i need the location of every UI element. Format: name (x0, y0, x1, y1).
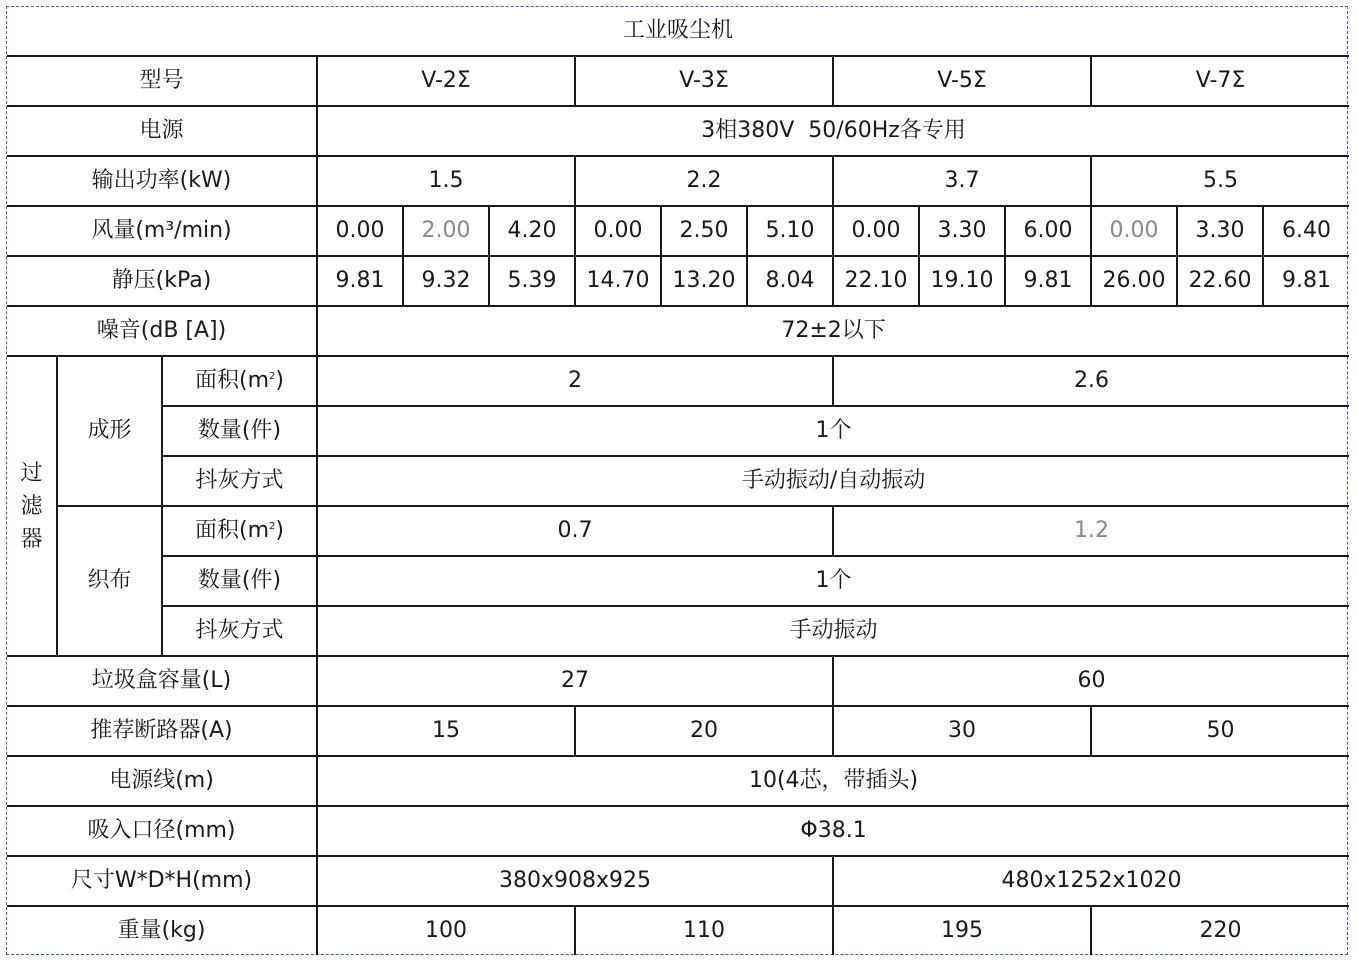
noise-value: 72±2以下 (317, 306, 1349, 356)
formed-area-value: 2.6 (833, 356, 1349, 406)
formed-shake-value: 手动振动/自动振动 (317, 456, 1349, 506)
airflow-value: 6.00 (1005, 206, 1091, 256)
static-pressure-value: 8.04 (747, 256, 833, 306)
cord-row (7, 756, 1349, 806)
breaker-value: 15 (317, 706, 575, 756)
weight-value: 110 (575, 906, 833, 955)
weight-row (7, 906, 1349, 955)
formed-area-value: 2 (317, 356, 833, 406)
formed-count-value: 1个 (317, 406, 1349, 456)
dimensions-value: 480x1252x1020 (833, 856, 1349, 906)
woven-count-row (7, 556, 1349, 606)
woven-area-row (7, 506, 1349, 556)
filter-label-char: 过 (20, 460, 43, 486)
airflow-value: 2.50 (661, 206, 747, 256)
dimensions-value: 380x908x925 (317, 856, 833, 906)
model-value: V-5Σ (833, 56, 1091, 106)
power-supply-value: 3相380V 50/60Hz各专用 (317, 106, 1349, 156)
weight-value: 195 (833, 906, 1091, 955)
output-power-value: 3.7 (833, 156, 1091, 206)
model-value: V-3Σ (575, 56, 833, 106)
model-row (7, 56, 1349, 106)
dimensions-row (7, 856, 1349, 906)
woven-shake-row (7, 606, 1349, 656)
static-pressure-value: 9.81 (1005, 256, 1091, 306)
inlet-value: Φ38.1 (317, 806, 1349, 856)
airflow-value: 0.00 (575, 206, 661, 256)
title-row (7, 7, 1349, 56)
woven-label: 织布 (57, 506, 162, 656)
breaker-value: 30 (833, 706, 1091, 756)
noise-row (7, 306, 1349, 356)
airflow-value: 5.10 (747, 206, 833, 256)
airflow-value: 6.40 (1263, 206, 1349, 256)
filter-label-char: 器 (20, 526, 43, 552)
output-power-label: 输出功率(kW) (7, 156, 317, 206)
output-power-row (7, 156, 1349, 206)
spec-table (7, 7, 1349, 955)
static-pressure-value: 19.10 (919, 256, 1005, 306)
dust-box-value: 60 (833, 656, 1349, 706)
static-pressure-value: 9.81 (1263, 256, 1349, 306)
woven-area-label: 面积$(m^2)$ (162, 506, 317, 556)
static-pressure-value: 14.70 (575, 256, 661, 306)
formed-area-row (7, 356, 1349, 406)
static-pressure-value: 22.60 (1177, 256, 1263, 306)
airflow-label: 风量(m³/min) (7, 206, 317, 256)
woven-count-value: 1个 (317, 556, 1349, 606)
woven-shake-label: 抖灰方式 (162, 606, 317, 656)
inlet-label: 吸入口径(mm) (7, 806, 317, 856)
static-pressure-value: 13.20 (661, 256, 747, 306)
static-pressure-value: 26.00 (1091, 256, 1177, 306)
static-pressure-value: 9.32 (403, 256, 489, 306)
inlet-row (7, 806, 1349, 856)
weight-label: 重量(kg) (7, 906, 317, 955)
airflow-row (7, 206, 1349, 256)
breaker-label: 推荐断路器(A) (7, 706, 317, 756)
model-label: 型号 (7, 56, 317, 106)
static-pressure-value: 22.10 (833, 256, 919, 306)
output-power-value: 5.5 (1091, 156, 1349, 206)
weight-value: 220 (1091, 906, 1349, 955)
cord-value: 10(4芯，带插头) (317, 756, 1349, 806)
output-power-value: 2.2 (575, 156, 833, 206)
static-pressure-value: 9.81 (317, 256, 403, 306)
filter-label (7, 356, 57, 656)
woven-area-value: 0.7 (317, 506, 833, 556)
airflow-value: 3.30 (919, 206, 1005, 256)
breaker-value: 50 (1091, 706, 1349, 756)
output-power-value: 1.5 (317, 156, 575, 206)
formed-shake-row (7, 456, 1349, 506)
noise-label: 噪音(dB [A]) (7, 306, 317, 356)
breaker-value: 20 (575, 706, 833, 756)
airflow-value: 0.00 (317, 206, 403, 256)
filter-label-char: 滤 (20, 493, 43, 519)
dimensions-label: 尺寸W*D*H(mm) (7, 856, 317, 906)
power-supply-row (7, 106, 1349, 156)
formed-area-label: 面积$(m^2)$ (162, 356, 317, 406)
formed-shake-label: 抖灰方式 (162, 456, 317, 506)
table-title: 工业吸尘机 (7, 7, 1349, 56)
airflow-value: 4.20 (489, 206, 575, 256)
static-pressure-label: 静压(kPa) (7, 256, 317, 306)
airflow-value: 0.00 (833, 206, 919, 256)
dust-box-label: 垃圾盒容量(L) (7, 656, 317, 706)
dust-box-value: 27 (317, 656, 833, 706)
airflow-value: 3.30 (1177, 206, 1263, 256)
dust-box-row (7, 656, 1349, 706)
weight-value: 100 (317, 906, 575, 955)
model-value: V-2Σ (317, 56, 575, 106)
cord-label: 电源线(m) (7, 756, 317, 806)
model-value: V-7Σ (1091, 56, 1349, 106)
static-pressure-row (7, 256, 1349, 306)
woven-area-value: 1.2 (833, 506, 1349, 556)
woven-count-label: 数量(件) (162, 556, 317, 606)
formed-count-label: 数量(件) (162, 406, 317, 456)
power-supply-label: 电源 (7, 106, 317, 156)
woven-shake-value: 手动振动 (317, 606, 1349, 656)
breaker-row (7, 706, 1349, 756)
formed-label: 成形 (57, 356, 162, 506)
static-pressure-value: 5.39 (489, 256, 575, 306)
formed-count-row (7, 406, 1349, 456)
airflow-value: 2.00 (403, 206, 489, 256)
airflow-value: 0.00 (1091, 206, 1177, 256)
